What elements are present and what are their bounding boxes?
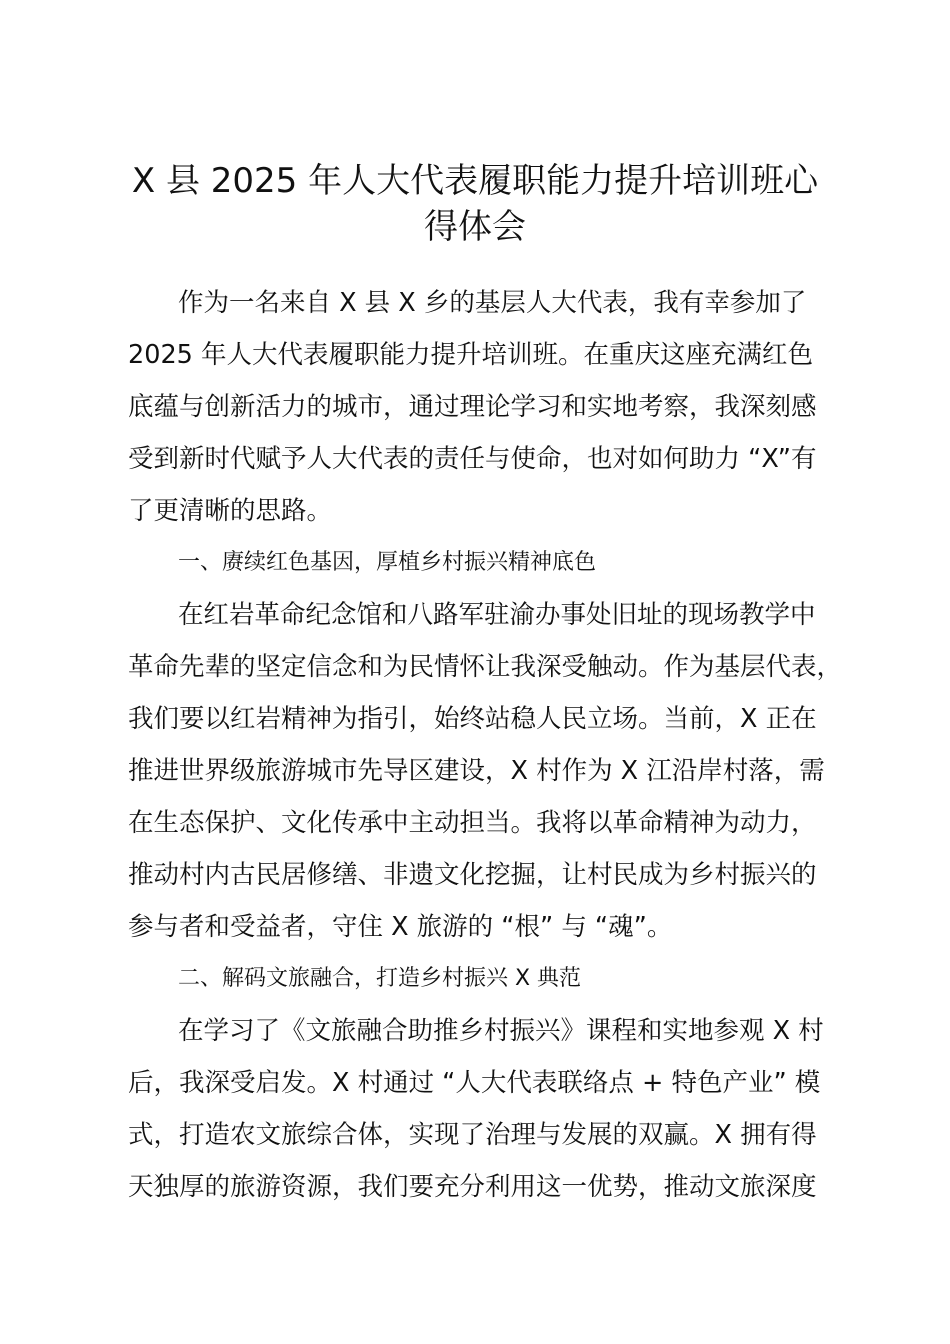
paragraph-line: 在红岩革命纪念馆和八路军驻渝办事处旧址的现场教学中: [178, 600, 816, 630]
section-heading-2: 二、解码文旅融合，打造乡村振兴 X 典范: [178, 966, 582, 991]
paragraph-line: 底蕴与创新活力的城市，通过理论学习和实地考察，我深刻感: [128, 392, 817, 422]
paragraph-line: 天独厚的旅游资源，我们要充分利用这一优势，推动文旅深度: [128, 1172, 817, 1202]
paragraph-line: 作为一名来自 X 县 X 乡的基层人大代表，我有幸参加了: [178, 288, 807, 318]
paragraph-line: 推动村内古民居修缮、非遗文化挖掘，让村民成为乡村振兴的: [128, 860, 817, 890]
paragraph-line: 革命先辈的坚定信念和为民情怀让我深受触动。作为基层代表，: [128, 652, 843, 682]
paragraph-line: 在生态保护、文化传承中主动担当。我将以革命精神为动力，: [128, 808, 817, 838]
section-heading-1: 一、赓续红色基因，厚植乡村振兴精神底色: [178, 550, 597, 575]
document-title: [110, 158, 840, 250]
paragraph-line: 推进世界级旅游城市先导区建设，X 村作为 X 江沿岸村落，需: [128, 756, 825, 786]
paragraph-line: 我们要以红岩精神为指引，始终站稳人民立场。当前，X 正在: [128, 704, 817, 734]
paragraph-line: 在学习了《文旅融合助推乡村振兴》课程和实地参观 X 村: [178, 1016, 824, 1046]
title-line-1: X 县 2025 年人大代表履职能力提升培训班心: [131, 161, 819, 201]
paragraph-line: 受到新时代赋予人大代表的责任与使命，也对如何助力 “X”有: [128, 444, 817, 474]
paragraph-line: 了更清晰的思路。: [128, 496, 333, 526]
paragraph-line: 后，我深受启发。X 村通过 “人大代表联络点 + 特色产业” 模: [128, 1068, 821, 1098]
paragraph-line: 2025 年人大代表履职能力提升培训班。在重庆这座充满红色: [128, 340, 814, 370]
paragraph-line: 式，打造农文旅综合体，实现了治理与发展的双赢。X 拥有得: [128, 1120, 817, 1150]
paragraph-line: 参与者和受益者，守住 X 旅游的 “根” 与 “魂”。: [128, 912, 673, 942]
title-line-2: 得体会: [424, 207, 526, 247]
